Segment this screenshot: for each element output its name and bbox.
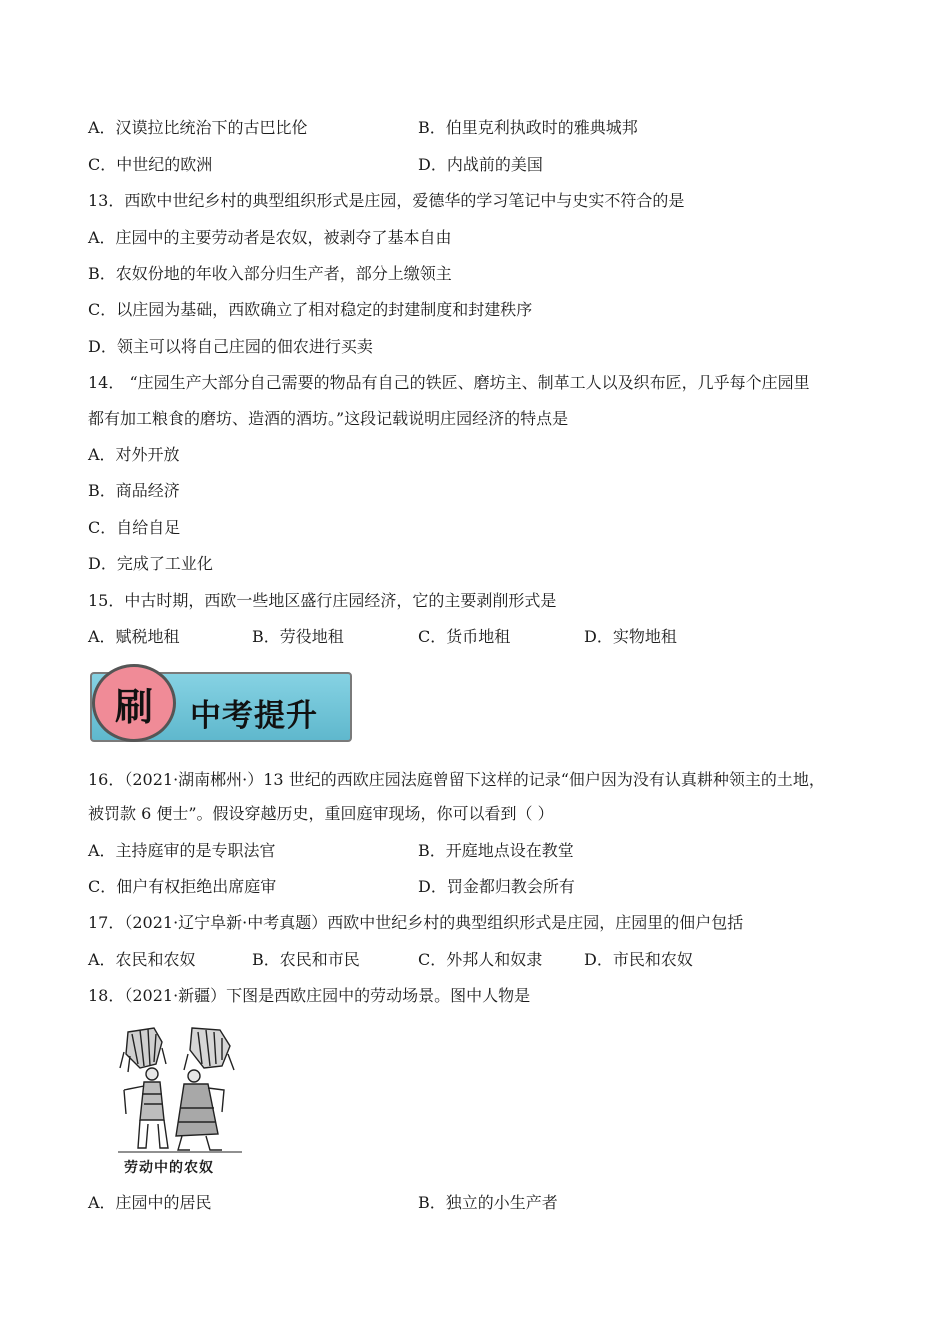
q18-option-a: A．庄园中的居民: [88, 1193, 212, 1212]
q15-option-a: A．赋税地租: [88, 627, 180, 646]
serfs-illustration: [118, 1024, 242, 1176]
serfs-drawing: [118, 1024, 242, 1156]
q16-option-a: A．主持庭审的是专职法官: [88, 841, 276, 860]
q17-option-c: C．外邦人和奴隶: [418, 950, 543, 969]
q12-option-a: A．汉谟拉比统治下的古巴比伦: [88, 118, 308, 137]
q15-option-d: D．实物地租: [584, 627, 677, 646]
q16-stem-line2: 被罚款 6 便士”。假设穿越历史，重回庭审现场，你可以看到（ ）: [88, 804, 554, 823]
q14-stem-line1: 14． “庄园生产大部分自己需要的物品有自己的铁匠、磨坊主、制革工人以及织布匠，几乎每个庄园里: [88, 373, 810, 392]
q12-option-d: D．内战前的美国: [418, 155, 543, 174]
q12-option-c: C．中世纪的欧洲: [88, 155, 213, 174]
q14-option-a: A．对外开放: [88, 445, 180, 464]
section-banner: [90, 662, 352, 744]
q15-option-b: B．劳役地租: [252, 627, 344, 646]
q18-stem: 18．（2021·新疆）下图是西欧庄园中的劳动场景。图中人物是: [88, 986, 531, 1005]
q14-option-b: B．商品经济: [88, 481, 180, 500]
q14-stem-line2: 都有加工粮食的磨坊、造酒的酒坊。”这段记载说明庄园经济的特点是: [88, 409, 569, 428]
q16-option-b: B．开庭地点设在教堂: [418, 841, 574, 860]
q14-option-d: D．完成了工业化: [88, 554, 213, 573]
figure-caption: 劳动中的农奴: [124, 1160, 214, 1176]
q18-option-b: B．独立的小生产者: [418, 1193, 558, 1212]
q13-option-d: D．领主可以将自己庄园的佃农进行买卖: [88, 337, 373, 356]
q16-option-c: C．佃户有权拒绝出席庭审: [88, 877, 277, 896]
q17-stem: 17．（2021·辽宁阜新·中考真题）西欧中世纪乡村的典型组织形式是庄园，庄园里的佃户包括: [88, 913, 744, 932]
banner-title: 中考提升: [190, 698, 318, 734]
q13-stem: 13．西欧中世纪乡村的典型组织形式是庄园，爱德华的学习笔记中与史实不符合的是: [88, 191, 685, 210]
q13-option-c: C．以庄园为基础，西欧确立了相对稳定的封建制度和封建秩序: [88, 300, 533, 319]
q16-stem-line1: 16．（2021·湖南郴州·）13 世纪的西欧庄园法庭曾留下这样的记录“佃户因为没有认真耕种领主的土地，: [88, 770, 825, 789]
q17-option-a: A．农民和农奴: [88, 950, 196, 969]
q13-option-b: B．农奴份地的年收入部分归生产者，部分上缴领主: [88, 264, 452, 283]
q16-option-d: D．罚金都归教会所有: [418, 877, 575, 896]
banner-badge-text: 刷: [114, 684, 153, 729]
q12-option-b: B．伯里克利执政时的雅典城邦: [418, 118, 638, 137]
q17-option-d: D．市民和农奴: [584, 950, 693, 969]
q15-stem: 15．中古时期，西欧一些地区盛行庄园经济，它的主要剥削形式是: [88, 591, 557, 610]
q17-option-b: B．农民和市民: [252, 950, 360, 969]
banner-badge: [92, 664, 176, 742]
q14-option-c: C．自给自足: [88, 518, 181, 537]
q15-option-c: C．货币地租: [418, 627, 511, 646]
q13-option-a: A．庄园中的主要劳动者是农奴，被剥夺了基本自由: [88, 228, 452, 247]
